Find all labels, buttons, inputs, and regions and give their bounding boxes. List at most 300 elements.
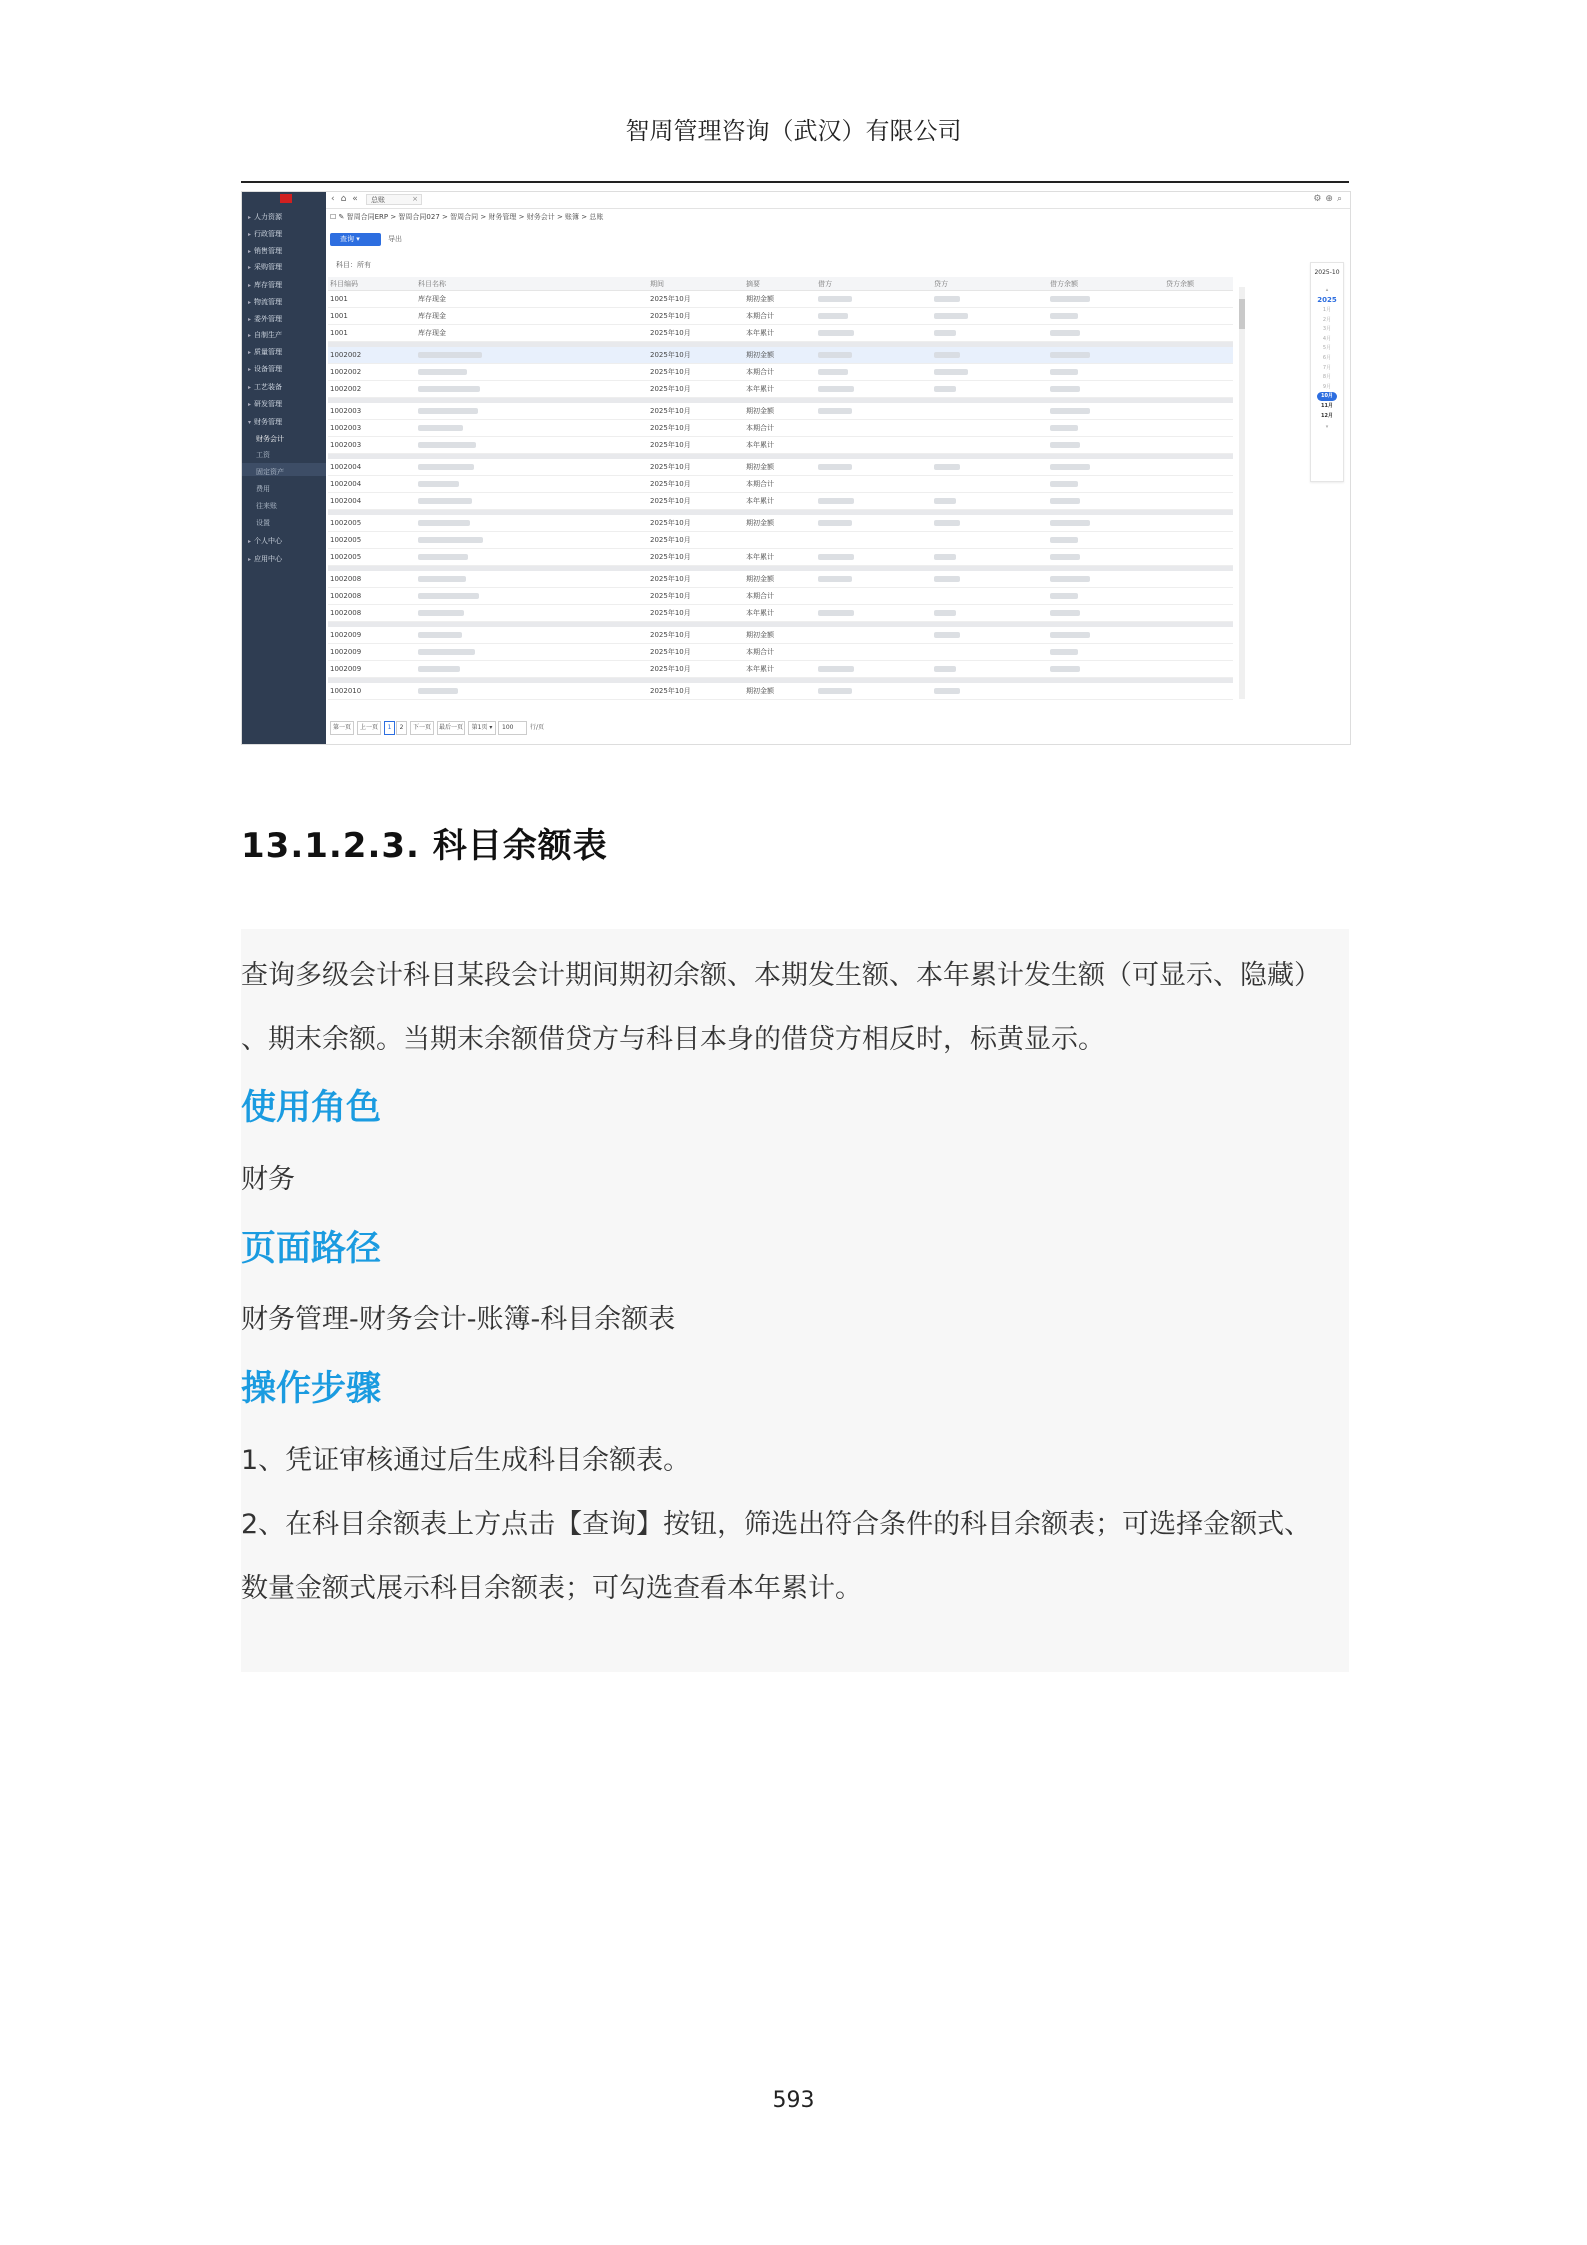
cell-name: 库存现金 <box>416 291 648 308</box>
cell-period: 2025年10月 <box>648 403 744 420</box>
cell-debit-balance <box>1048 364 1164 381</box>
redacted-value <box>1050 537 1078 543</box>
sidebar-item-label: 物流管理 <box>254 298 283 306</box>
table-row[interactable] <box>328 549 1233 566</box>
table-row[interactable] <box>328 420 1233 437</box>
sidebar-item-label: 人力资源 <box>254 213 283 221</box>
path-text: 财务管理-财务会计-账簿-科目余额表 <box>241 1304 676 1335</box>
sidebar-item[interactable] <box>248 417 282 427</box>
cell-period: 2025年10月 <box>648 549 744 566</box>
cell-credit <box>932 420 1048 437</box>
cell-code: 1002002 <box>328 347 416 364</box>
cell-name <box>416 476 648 493</box>
cell-debit <box>816 605 932 622</box>
sidebar-item[interactable] <box>248 364 282 374</box>
sidebar-item-label: 设备管理 <box>254 365 283 373</box>
table-row[interactable] <box>328 515 1233 532</box>
sidebar-item[interactable] <box>248 229 282 239</box>
scrollbar-thumb[interactable] <box>1239 299 1245 329</box>
caret-down-icon: ▾ <box>248 419 252 426</box>
cell-debit-balance <box>1048 308 1164 325</box>
cell-period: 2025年10月 <box>648 683 744 700</box>
vertical-scrollbar[interactable] <box>1239 287 1245 699</box>
cell-period: 2025年10月 <box>648 325 744 342</box>
redacted-value <box>818 296 852 302</box>
redacted-value <box>818 498 854 504</box>
month-option[interactable]: 5月 <box>1322 345 1332 352</box>
cell-period: 2025年10月 <box>648 571 744 588</box>
sidebar-item[interactable] <box>248 246 282 256</box>
month-option[interactable]: 8月 <box>1322 374 1332 381</box>
cell-code: 1002003 <box>328 437 416 454</box>
cell-period: 2025年10月 <box>648 381 744 398</box>
redacted-value <box>1050 330 1080 336</box>
redacted-value <box>1050 576 1090 582</box>
redacted-value <box>934 352 960 358</box>
sidebar-item[interactable] <box>248 347 282 357</box>
table-row[interactable] <box>328 661 1233 678</box>
cell-name <box>416 437 648 454</box>
redacted-value <box>1050 464 1090 470</box>
table-row[interactable] <box>328 308 1233 325</box>
sidebar-item-label: 财务会计 <box>256 435 284 443</box>
pager-next[interactable]: 下一页 <box>410 721 434 735</box>
cell-code: 1002010 <box>328 683 416 700</box>
chevron-up-icon[interactable]: ▴ <box>1325 287 1329 293</box>
cell-name <box>416 364 648 381</box>
cell-summary: 本年累计 <box>744 549 816 566</box>
caret-right-icon: ▸ <box>248 401 252 408</box>
cell-period: 2025年10月 <box>648 661 744 678</box>
cell-debit <box>816 459 932 476</box>
sidebar-item-label: 自制生产 <box>254 331 283 339</box>
cell-code: 1002002 <box>328 381 416 398</box>
redacted-value <box>818 352 852 358</box>
cell-credit-balance <box>1164 325 1233 342</box>
month-option[interactable]: 3月 <box>1322 326 1332 333</box>
cell-summary <box>744 532 816 549</box>
cell-summary: 期初金额 <box>744 347 816 364</box>
table-row[interactable] <box>328 325 1233 342</box>
cell-code: 1002008 <box>328 588 416 605</box>
cell-debit-balance <box>1048 661 1164 678</box>
cell-code: 1002009 <box>328 644 416 661</box>
pin-icon: ☐ ✎ <box>330 213 347 221</box>
cell-credit <box>932 627 1048 644</box>
cell-credit-balance <box>1164 627 1233 644</box>
table-row[interactable] <box>328 403 1233 420</box>
redacted-value <box>934 688 960 694</box>
cell-name <box>416 403 648 420</box>
month-picker <box>1310 262 1344 482</box>
cell-name <box>416 644 648 661</box>
cell-summary: 本年累计 <box>744 381 816 398</box>
cell-credit-balance <box>1164 571 1233 588</box>
month-option[interactable]: 1月 <box>1322 307 1332 313</box>
table-row[interactable] <box>328 493 1233 510</box>
column-header[interactable]: 科目名称 <box>416 277 648 291</box>
cell-credit-balance <box>1164 588 1233 605</box>
table-row[interactable] <box>328 605 1233 622</box>
redacted-value <box>1050 610 1080 616</box>
redacted-value <box>1050 649 1078 655</box>
redacted-value <box>418 610 464 616</box>
redacted-value <box>934 464 960 470</box>
sidebar-item-label: 库存管理 <box>254 281 283 289</box>
cell-credit-balance <box>1164 347 1233 364</box>
month-option[interactable]: 11月 <box>1321 403 1333 409</box>
caret-right-icon: ▸ <box>248 316 252 323</box>
cell-credit-balance <box>1164 437 1233 454</box>
cell-credit <box>932 364 1048 381</box>
redacted-value <box>818 330 854 336</box>
cell-summary: 期初金额 <box>744 403 816 420</box>
cell-code: 1002002 <box>328 364 416 381</box>
cell-credit-balance <box>1164 515 1233 532</box>
cell-debit <box>816 347 932 364</box>
cell-period: 2025年10月 <box>648 493 744 510</box>
caret-right-icon: ▸ <box>248 538 252 545</box>
column-header[interactable]: 摘要 <box>744 277 816 291</box>
cell-credit <box>932 644 1048 661</box>
column-header[interactable]: 期间 <box>648 277 744 291</box>
redacted-value <box>818 554 854 560</box>
ledger-table <box>328 277 1233 700</box>
pager-page-1[interactable]: 1 <box>384 721 395 735</box>
app-logo <box>280 194 292 203</box>
redacted-value <box>934 666 956 672</box>
cell-summary: 期初金额 <box>744 683 816 700</box>
breadcrumb-text: 智周合同ERP > 智周合同027 > 智周合同 > 财务管理 > 财务会计 > 账簿 > 总账 <box>346 213 604 221</box>
cell-code: 1002005 <box>328 532 416 549</box>
redacted-value <box>1050 481 1078 487</box>
month-option[interactable]: 2月 <box>1322 316 1332 323</box>
sidebar-item-label: 个人中心 <box>254 537 283 545</box>
table-row[interactable] <box>328 571 1233 588</box>
cell-debit <box>816 291 932 308</box>
path-heading: 页面路径 <box>241 1229 382 1269</box>
erp-screenshot <box>241 191 1351 745</box>
redacted-value <box>818 386 854 392</box>
month-option[interactable]: 10月 <box>1317 392 1337 401</box>
redacted-value <box>418 593 479 599</box>
redacted-value <box>418 554 468 560</box>
cell-debit-balance <box>1048 588 1164 605</box>
pager-last[interactable]: 最后一页 <box>437 721 465 735</box>
caret-right-icon: ▸ <box>248 366 252 373</box>
cell-debit-balance <box>1048 291 1164 308</box>
table-row[interactable] <box>328 476 1233 493</box>
redacted-value <box>418 425 463 431</box>
redacted-value <box>418 442 476 448</box>
redacted-value <box>1050 498 1080 504</box>
cell-debit-balance <box>1048 325 1164 342</box>
cell-credit-balance <box>1164 308 1233 325</box>
redacted-value <box>1050 442 1080 448</box>
sidebar-item-label: 往来账 <box>256 502 277 510</box>
cell-debit <box>816 571 932 588</box>
cell-credit-balance <box>1164 493 1233 510</box>
redacted-value <box>818 408 852 414</box>
cell-name <box>416 459 648 476</box>
cell-debit <box>816 588 932 605</box>
cell-debit-balance <box>1048 515 1164 532</box>
table-row[interactable] <box>328 347 1233 364</box>
table-row[interactable] <box>328 364 1233 381</box>
redacted-value <box>934 369 968 375</box>
cell-debit <box>816 420 932 437</box>
cell-debit-balance <box>1048 683 1164 700</box>
cell-credit <box>932 493 1048 510</box>
cell-debit-balance <box>1048 347 1164 364</box>
step-2-line-1: 2、在科目余额表上方点击【查询】按钮，筛选出符合条件的科目余额表；可选择金额式、 <box>241 1509 1312 1540</box>
cell-name <box>416 515 648 532</box>
sidebar-item-label: 固定资产 <box>256 468 284 476</box>
cell-period: 2025年10月 <box>648 291 744 308</box>
month-option[interactable]: 7月 <box>1322 364 1332 371</box>
sidebar-item[interactable] <box>248 536 282 546</box>
export-button[interactable]: 导出 <box>388 235 402 243</box>
redacted-value <box>818 369 848 375</box>
page-header-company: 智周管理咨询（武汉）有限公司 <box>625 117 962 145</box>
cell-debit <box>816 308 932 325</box>
cell-period: 2025年10月 <box>648 347 744 364</box>
redacted-value <box>934 554 956 560</box>
sidebar-item[interactable] <box>248 212 282 222</box>
sidebar-item[interactable] <box>256 467 284 477</box>
redacted-value <box>934 313 968 319</box>
cell-debit-balance <box>1048 403 1164 420</box>
query-button-label: 查询 <box>340 235 354 243</box>
cell-summary: 本年累计 <box>744 325 816 342</box>
cell-name <box>416 683 648 700</box>
sidebar-active-highlight <box>242 463 326 476</box>
redacted-value <box>418 537 483 543</box>
cell-credit <box>932 588 1048 605</box>
sidebar-item-label: 销售管理 <box>254 247 283 255</box>
cell-code: 1002003 <box>328 403 416 420</box>
cell-name <box>416 661 648 678</box>
redacted-value <box>818 666 854 672</box>
table-row[interactable] <box>328 459 1233 476</box>
sidebar-item[interactable] <box>248 314 282 324</box>
caret-right-icon: ▸ <box>248 556 252 563</box>
table-row[interactable] <box>328 291 1233 308</box>
role-text: 财务 <box>241 1164 295 1195</box>
chevron-down-icon[interactable]: ▾ <box>1325 424 1329 430</box>
sidebar-item-label: 采购管理 <box>254 263 283 271</box>
cell-code: 1001 <box>328 325 416 342</box>
pager-size-input[interactable]: 100 <box>498 721 527 735</box>
sidebar-item-label: 工艺装备 <box>254 383 283 391</box>
cell-credit <box>932 347 1048 364</box>
redacted-value <box>1050 352 1090 358</box>
cell-period: 2025年10月 <box>648 476 744 493</box>
table-row[interactable] <box>328 683 1233 700</box>
redacted-value <box>934 576 960 582</box>
pager-prev[interactable]: 上一页 <box>357 721 381 735</box>
cell-period: 2025年10月 <box>648 459 744 476</box>
cell-summary: 本期合计 <box>744 644 816 661</box>
intro-line-2: 、期末余额。当期末余额借贷方与科目本身的借贷方相反时，标黄显示。 <box>241 1024 1105 1055</box>
pager-first[interactable]: 第一页 <box>330 721 354 735</box>
cell-name <box>416 347 648 364</box>
cell-code: 1002009 <box>328 661 416 678</box>
query-button[interactable] <box>330 233 381 246</box>
cell-credit <box>932 532 1048 549</box>
sidebar-item-label: 委外管理 <box>254 315 283 323</box>
table-row[interactable] <box>328 437 1233 454</box>
cell-summary: 本年累计 <box>744 493 816 510</box>
cell-code: 1002009 <box>328 627 416 644</box>
sidebar-item[interactable] <box>248 262 282 272</box>
cell-name <box>416 549 648 566</box>
cell-period: 2025年10月 <box>648 627 744 644</box>
cell-debit <box>816 683 932 700</box>
cell-name <box>416 605 648 622</box>
cell-period: 2025年10月 <box>648 515 744 532</box>
month-option[interactable]: 12月 <box>1321 412 1333 419</box>
sidebar-item-label: 工资 <box>256 451 270 459</box>
sidebar-item[interactable] <box>248 399 282 409</box>
sidebar <box>242 192 326 744</box>
sidebar-item-label: 研发管理 <box>254 400 283 408</box>
cell-credit <box>932 381 1048 398</box>
sidebar-item-label: 行政管理 <box>254 230 283 238</box>
cell-code: 1002004 <box>328 459 416 476</box>
cell-summary: 本期合计 <box>744 588 816 605</box>
nav-buttons[interactable]: ‹⌂« <box>331 194 364 204</box>
cell-period: 2025年10月 <box>648 308 744 325</box>
cell-debit-balance <box>1048 437 1164 454</box>
redacted-value <box>818 688 852 694</box>
redacted-value <box>934 386 956 392</box>
cell-code: 1002008 <box>328 571 416 588</box>
cell-period: 2025年10月 <box>648 588 744 605</box>
redacted-value <box>418 520 470 526</box>
redacted-value <box>1050 632 1090 638</box>
column-header[interactable]: 贷方 <box>932 277 1048 291</box>
column-header[interactable]: 贷方余额 <box>1164 277 1233 291</box>
pager-page-2[interactable]: 2 <box>396 721 407 735</box>
cell-credit <box>932 571 1048 588</box>
column-header[interactable]: 科目编码 <box>328 277 416 291</box>
sidebar-item-label: 财务管理 <box>254 418 283 426</box>
cell-debit <box>816 661 932 678</box>
month-option[interactable]: 4月 <box>1322 335 1332 342</box>
month-picker-year[interactable]: 2025 <box>1317 296 1337 304</box>
cell-credit-balance <box>1164 683 1233 700</box>
cell-credit <box>932 683 1048 700</box>
section-title: 13.1.2.3. 科目余额表 <box>241 826 608 866</box>
column-header[interactable]: 借方 <box>816 277 932 291</box>
cell-name <box>416 420 648 437</box>
toolbar-icons[interactable]: ⚙⊕⌕ <box>1313 194 1346 204</box>
sidebar-item[interactable] <box>256 518 270 528</box>
cell-credit-balance <box>1164 605 1233 622</box>
redacted-value <box>418 352 482 358</box>
sidebar-item[interactable] <box>248 330 282 340</box>
cell-name <box>416 532 648 549</box>
cell-code: 1002005 <box>328 549 416 566</box>
sidebar-item-label: 应用中心 <box>254 555 283 563</box>
page-number: 593 <box>772 2088 815 2113</box>
redacted-value <box>1050 666 1080 672</box>
sidebar-item[interactable] <box>248 382 282 392</box>
cell-credit <box>932 605 1048 622</box>
table-row[interactable] <box>328 644 1233 661</box>
column-header[interactable]: 借方余额 <box>1048 277 1164 291</box>
tab-label: 总账 <box>371 196 385 204</box>
month-option[interactable]: 6月 <box>1322 355 1332 361</box>
table-row[interactable] <box>328 532 1233 549</box>
close-icon[interactable]: × <box>412 195 418 203</box>
sidebar-item[interactable] <box>256 450 270 460</box>
month-picker-header: 2025-10 <box>1314 269 1340 276</box>
cell-name <box>416 571 648 588</box>
sidebar-item-label: 费用 <box>256 485 270 493</box>
cell-code: 1002004 <box>328 493 416 510</box>
cell-summary: 期初金额 <box>744 515 816 532</box>
redacted-value <box>1050 593 1078 599</box>
redacted-value <box>818 313 848 319</box>
cell-period: 2025年10月 <box>648 437 744 454</box>
caret-right-icon: ▸ <box>248 214 252 221</box>
redacted-value <box>818 610 854 616</box>
redacted-value <box>818 520 852 526</box>
sidebar-item[interactable] <box>248 554 282 564</box>
cell-code: 1001 <box>328 291 416 308</box>
redacted-value <box>934 610 956 616</box>
cell-debit-balance <box>1048 420 1164 437</box>
sidebar-item[interactable] <box>248 297 282 307</box>
cell-name <box>416 627 648 644</box>
cell-summary: 期初金额 <box>744 571 816 588</box>
sidebar-item[interactable] <box>256 501 277 511</box>
pager-page-select[interactable]: 第1页 ▾ <box>468 721 496 735</box>
cell-credit-balance <box>1164 291 1233 308</box>
redacted-value <box>418 649 475 655</box>
main-panel <box>326 192 1350 744</box>
redacted-value <box>1050 296 1090 302</box>
redacted-value <box>418 666 460 672</box>
sidebar-item[interactable] <box>256 484 270 494</box>
cell-summary: 本期合计 <box>744 308 816 325</box>
caret-right-icon: ▸ <box>248 264 252 271</box>
cell-summary: 本年累计 <box>744 605 816 622</box>
cell-credit <box>932 549 1048 566</box>
cell-debit-balance <box>1048 476 1164 493</box>
cell-summary: 本期合计 <box>744 420 816 437</box>
sidebar-item[interactable] <box>256 434 284 444</box>
redacted-value <box>1050 520 1090 526</box>
cell-debit <box>816 644 932 661</box>
table-row[interactable] <box>328 588 1233 605</box>
sidebar-item[interactable] <box>248 280 282 290</box>
cell-credit-balance <box>1164 364 1233 381</box>
redacted-value <box>934 296 960 302</box>
month-option[interactable]: 9月 <box>1322 383 1332 390</box>
tab-general-ledger[interactable] <box>366 194 422 205</box>
table-row[interactable] <box>328 627 1233 644</box>
cell-debit <box>816 364 932 381</box>
cell-code: 1002008 <box>328 605 416 622</box>
steps-heading: 操作步骤 <box>241 1369 382 1409</box>
cell-debit-balance <box>1048 644 1164 661</box>
cell-credit-balance <box>1164 661 1233 678</box>
table-row[interactable] <box>328 381 1233 398</box>
cell-debit <box>816 532 932 549</box>
